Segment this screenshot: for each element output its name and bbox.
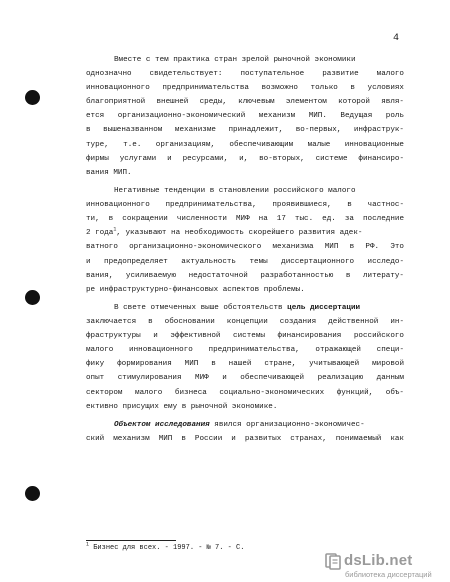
text-fragment: явился организационно-экономичес- (209, 420, 365, 429)
text-line: малого инновационного предпринимательства, отражающей специ- (86, 346, 404, 355)
body-text (86, 53, 404, 450)
watermark-title: dsLib.net (344, 552, 413, 569)
text-line: ти, в сокращении численности МИФ на 17 тыс. ед. за последние (86, 215, 404, 224)
footnote (86, 543, 244, 553)
text-line: ский механизм МИП в России и развитых странах, понимаемый как (86, 435, 404, 443)
text-fragment: В свете отмеченных выше обстоятельств (114, 303, 288, 312)
text-fragment: 2 года (86, 229, 114, 238)
text-line: однозначно свидетельствует: поступательное развитие малого (86, 70, 404, 79)
text-line: туре, т.е. организациям, обеспечивающим малые инновационные (86, 140, 404, 149)
watermark (324, 551, 448, 581)
text-line: и предопределяет актуальность темы диссертационного исследо- (86, 257, 404, 266)
text-line: Вместе с тем практика стран зрелой рыночной экономики (114, 56, 356, 64)
punch-hole (25, 290, 40, 305)
book-logo-icon (324, 552, 342, 570)
text-line: фику формирования МИП в нашей стране, учитывающей мировой (86, 360, 404, 369)
text-line: вания, усиливаемую недостаточной разработанностью в литерату- (86, 271, 404, 280)
text-line (86, 226, 404, 240)
text-line: фирмы услугами и ресурсами, и, во-вторых, системе финансиро- (86, 154, 404, 163)
bold-phrase: цель диссертации (287, 303, 361, 312)
paragraph-4 (86, 418, 404, 446)
text-line: инновационного предпринимательства возможно только в условиях (86, 84, 404, 93)
footnote-marker: 1 (86, 541, 90, 548)
text-line: опыт стимулирования МИФ и обеспечивающей реализацию данным (86, 374, 404, 383)
text-line: ется организационно-экономический механизм МИП. Ведущая роль (86, 112, 404, 121)
text-line: заключается в обосновании концепции создания действенной ин- (86, 318, 404, 327)
text-line: ватного организационно-экономического механизма МИП в РФ. Это (86, 243, 404, 252)
paragraph-1 (86, 53, 404, 180)
paragraph-2 (86, 184, 404, 297)
text-line: вания МИП. (86, 168, 132, 177)
text-line (86, 301, 404, 315)
text-line: инновационного предпринимательства, проявившиеся, в частнос- (86, 201, 404, 210)
punch-hole (25, 90, 40, 105)
text-line (86, 418, 404, 432)
text-line: ективно присущих ему в рыночной экономике. (86, 402, 278, 411)
text-fragment: , указывают на необходимость скорейшего развития адек- (116, 229, 363, 238)
text-line: фраструктуры и эффективной системы финансирования российского (86, 332, 404, 341)
punch-hole (25, 486, 40, 501)
paragraph-3 (86, 301, 404, 414)
bold-italic-phrase: Объектом исследования (114, 420, 210, 429)
text-line: Негативные тенденции в становлении российского малого (114, 187, 356, 196)
text-line: сектором малого бизнеса социально-экономических функций, объ- (86, 388, 404, 397)
footnote-text: Бизнес для всех. - 1997. - № 7. - С. (89, 544, 245, 552)
watermark-subtitle: библиотека диссертаций (345, 570, 432, 579)
text-line: благоприятной внешней среды, ключевым элементом которой явля- (86, 98, 404, 107)
page-number: 4 (393, 33, 400, 44)
footnote-ref: 1 (113, 226, 117, 233)
text-line: ре инфраструктурно-финансовых аспектов проблемы. (86, 285, 305, 294)
text-line: в вышеназванном механизме принадлежит, во-первых, инфраструк- (86, 126, 404, 135)
footnote-divider (86, 540, 176, 541)
